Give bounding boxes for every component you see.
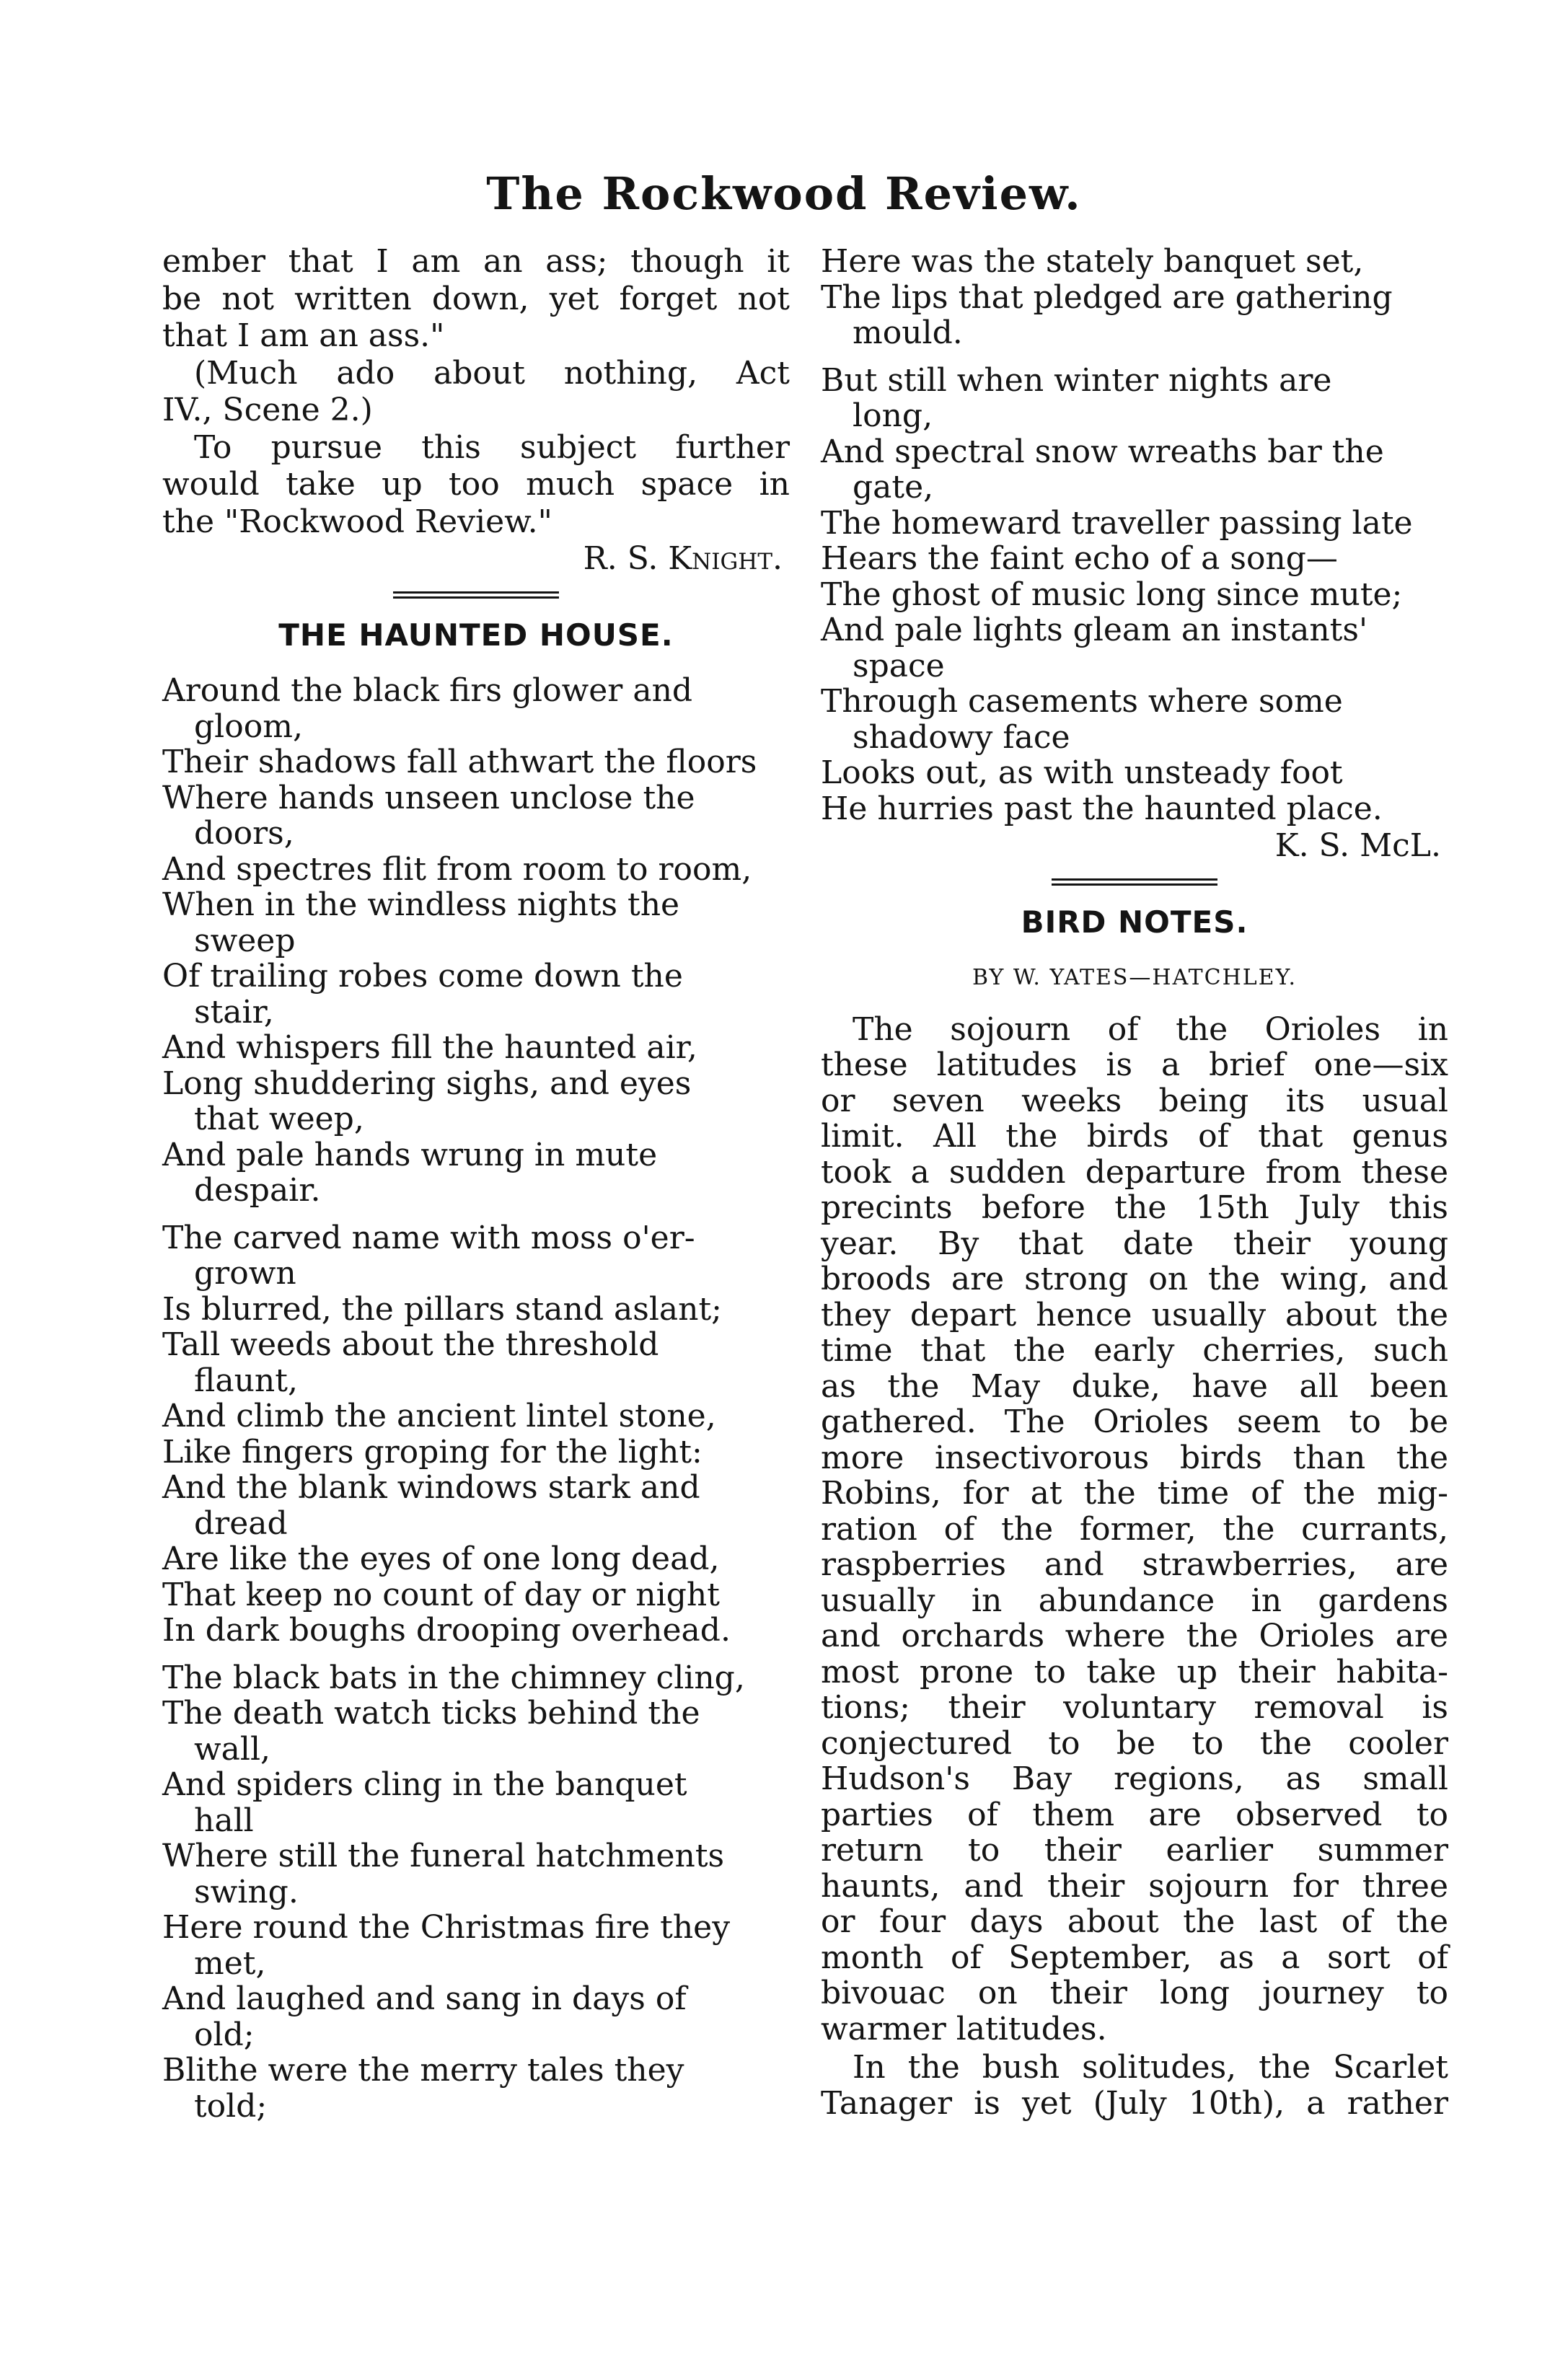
text-line: these latitudes is a brief one—six xyxy=(821,1046,1448,1083)
poem-line: grown xyxy=(194,1255,296,1292)
poem-line: And spectres flit from room to room, xyxy=(162,850,752,888)
poem-stanza xyxy=(162,1220,790,1649)
text-line: the "Rockwood Review." xyxy=(162,503,552,540)
text-line: The sojourn of the Orioles in xyxy=(853,1010,1448,1048)
poem-line: Where still the funeral hatchments xyxy=(162,1838,725,1874)
text-line: gathered. The Orioles seem to be xyxy=(821,1403,1448,1440)
poem-line: Where hands unseen unclose the xyxy=(162,779,695,816)
text-line: that I am an ass." xyxy=(162,317,445,354)
text-line: limit. All the birds of that genus xyxy=(821,1118,1448,1155)
text-line: conjectured to be to the cooler xyxy=(821,1724,1448,1762)
text-line: parties of them are observed to xyxy=(821,1796,1448,1833)
poem-line: Are like the eyes of one long dead, xyxy=(162,1540,720,1577)
text-line: took a sudden departure from these xyxy=(821,1153,1448,1191)
knight-article-end xyxy=(162,244,790,577)
poem-line: And spectral snow wreaths bar the xyxy=(821,433,1384,470)
poem-line: flaunt, xyxy=(194,1362,298,1399)
double-rule-divider xyxy=(1052,878,1217,886)
right-column xyxy=(821,244,1448,2121)
poem-stanza xyxy=(162,1660,790,2125)
poem-line: swing. xyxy=(194,1873,299,1910)
article-paragraph xyxy=(821,1012,1448,2047)
poem-line: And the blank windows stark and xyxy=(162,1469,700,1506)
poem-line: The lips that pledged are gathering xyxy=(821,278,1393,316)
text-line: they depart hence usually about the xyxy=(821,1296,1448,1334)
poem-line: despair. xyxy=(194,1172,321,1209)
poem-stanza xyxy=(821,244,1448,351)
poem-line: Is blurred, the pillars stand aslant; xyxy=(162,1290,722,1328)
poem-line: That keep no count of day or night xyxy=(162,1576,720,1613)
text-line: would take up too much space in xyxy=(162,466,790,503)
article-byline: BY W. YATES—HATCHLEY. xyxy=(972,965,1298,990)
text-line: and orchards where the Orioles are xyxy=(821,1618,1448,1654)
poem-line: The death watch ticks behind the xyxy=(162,1695,700,1732)
poem-line: gate, xyxy=(853,469,934,506)
poem-line: And whispers fill the haunted air, xyxy=(162,1029,697,1066)
poem-line: Long shuddering sighs, and eyes xyxy=(162,1064,692,1102)
article-paragraph xyxy=(821,2050,1448,2121)
text-line: time that the early cherries, such xyxy=(821,1332,1448,1369)
text-line: as the May duke, have all been xyxy=(821,1367,1448,1405)
text-line: more insectivorous birds than the xyxy=(821,1439,1448,1476)
poem-line: Hears the faint echo of a song— xyxy=(821,540,1338,577)
masthead: The Rockwood Review. xyxy=(486,167,1082,220)
poem-line: And laughed and sang in days of xyxy=(162,1980,687,2017)
poem-line: The ghost of music long since mute; xyxy=(821,576,1403,613)
poem-line: But still when winter nights are xyxy=(821,361,1332,399)
poem-line: The black bats in the chimney cling, xyxy=(162,1659,745,1696)
poem-line: When in the windless nights the xyxy=(162,886,680,923)
author-signature: K. S. McL. xyxy=(1274,827,1441,864)
poem-line: And climb the ancient lintel stone, xyxy=(162,1398,716,1434)
poem-stanza xyxy=(821,363,1448,827)
text-line: ration of the former, the currants, xyxy=(821,1510,1448,1548)
poem-line: Like fingers groping for the light: xyxy=(162,1433,702,1471)
text-line: ember that I am an ass; though it xyxy=(162,243,790,280)
poem-line: The homeward traveller passing late xyxy=(821,504,1413,542)
poem-line: Tall weeds about the threshold xyxy=(162,1326,659,1363)
double-rule-divider xyxy=(393,591,559,599)
poem-line: Looks out, as with unsteady foot xyxy=(821,754,1343,791)
poem-line: long, xyxy=(853,397,933,434)
poem-line: Here was the stately banquet set, xyxy=(821,243,1364,280)
poem-stanza xyxy=(162,673,790,1209)
text-line: (Much ado about nothing, Act xyxy=(194,354,790,392)
text-line: or four days about the last of the xyxy=(821,1903,1448,1940)
poem-line: stair, xyxy=(194,993,274,1031)
text-line: Hudson's Bay regions, as small xyxy=(821,1760,1448,1797)
poem-line: Blithe were the merry tales they xyxy=(162,2052,684,2089)
poem-line: Of trailing robes come down the xyxy=(162,958,683,995)
text-line: To pursue this subject further xyxy=(194,428,790,466)
text-line: Tanager is yet (July 10th), a rather xyxy=(821,2084,1448,2122)
text-line: raspberries and strawberries, are xyxy=(821,1546,1448,1583)
text-line: haunts, and their sojourn for three xyxy=(821,1867,1448,1905)
poem-line: dread xyxy=(194,1504,288,1542)
poem-line: And pale lights gleam an instants' xyxy=(821,612,1368,648)
section-heading: BIRD NOTES. xyxy=(1021,904,1248,940)
text-line: tions; their voluntary removal is xyxy=(821,1689,1448,1726)
poem-line: Their shadows fall athwart the floors xyxy=(162,744,757,780)
poem-line: Here round the Christmas fire they xyxy=(162,1909,731,1946)
poem-line: The carved name with moss o'er- xyxy=(162,1219,695,1256)
text-line: IV., Scene 2.) xyxy=(162,392,373,428)
poem-line: told; xyxy=(194,2087,268,2125)
poem-line: And spiders cling in the banquet xyxy=(162,1766,687,1803)
section-heading: THE HAUNTED HOUSE. xyxy=(278,617,674,653)
text-line: In the bush solitudes, the Scarlet xyxy=(853,2049,1448,2086)
text-line: most prone to take up their habita- xyxy=(821,1653,1448,1690)
poem-line: that weep, xyxy=(194,1101,364,1137)
text-line: Robins, for at the time of the mig- xyxy=(821,1475,1448,1512)
left-column xyxy=(162,244,790,2135)
poem-line: met, xyxy=(194,1944,266,1982)
text-line: be not written down, yet forget not xyxy=(162,280,790,317)
poem-line: Around the black firs glower and xyxy=(162,672,693,709)
author-signature: R. S. Knight. xyxy=(583,540,783,577)
poem-line: In dark boughs drooping overhead. xyxy=(162,1612,731,1649)
poem-line: And pale hands wrung in mute xyxy=(162,1136,658,1173)
text-line: broods are strong on the wing, and xyxy=(821,1261,1448,1297)
text-line: usually in abundance in gardens xyxy=(821,1582,1448,1619)
poem-line: wall, xyxy=(194,1730,271,1768)
poem-line: mould. xyxy=(853,314,963,351)
text-line: year. By that date their young xyxy=(821,1225,1448,1262)
poem-line: old; xyxy=(194,2016,255,2053)
poem-line: Through casements where some xyxy=(821,683,1343,720)
text-line: warmer latitudes. xyxy=(821,2010,1107,2047)
poem-line: He hurries past the haunted place. xyxy=(821,790,1383,827)
text-line: precints before the 15th July this xyxy=(821,1189,1448,1226)
text-line: return to their earlier summer xyxy=(821,1832,1448,1869)
text-line: or seven weeks being its usual xyxy=(821,1082,1448,1119)
poem-line: shadowy face xyxy=(853,718,1070,756)
poem-line: sweep xyxy=(194,922,296,959)
poem-line: space xyxy=(853,647,945,684)
text-line: month of September, as a sort of xyxy=(821,1939,1448,1976)
text-line: bivouac on their long journey to xyxy=(821,1975,1448,2011)
poem-line: hall xyxy=(194,1802,254,1839)
poem-line: doors, xyxy=(194,815,294,852)
poem-line: gloom, xyxy=(194,707,303,745)
